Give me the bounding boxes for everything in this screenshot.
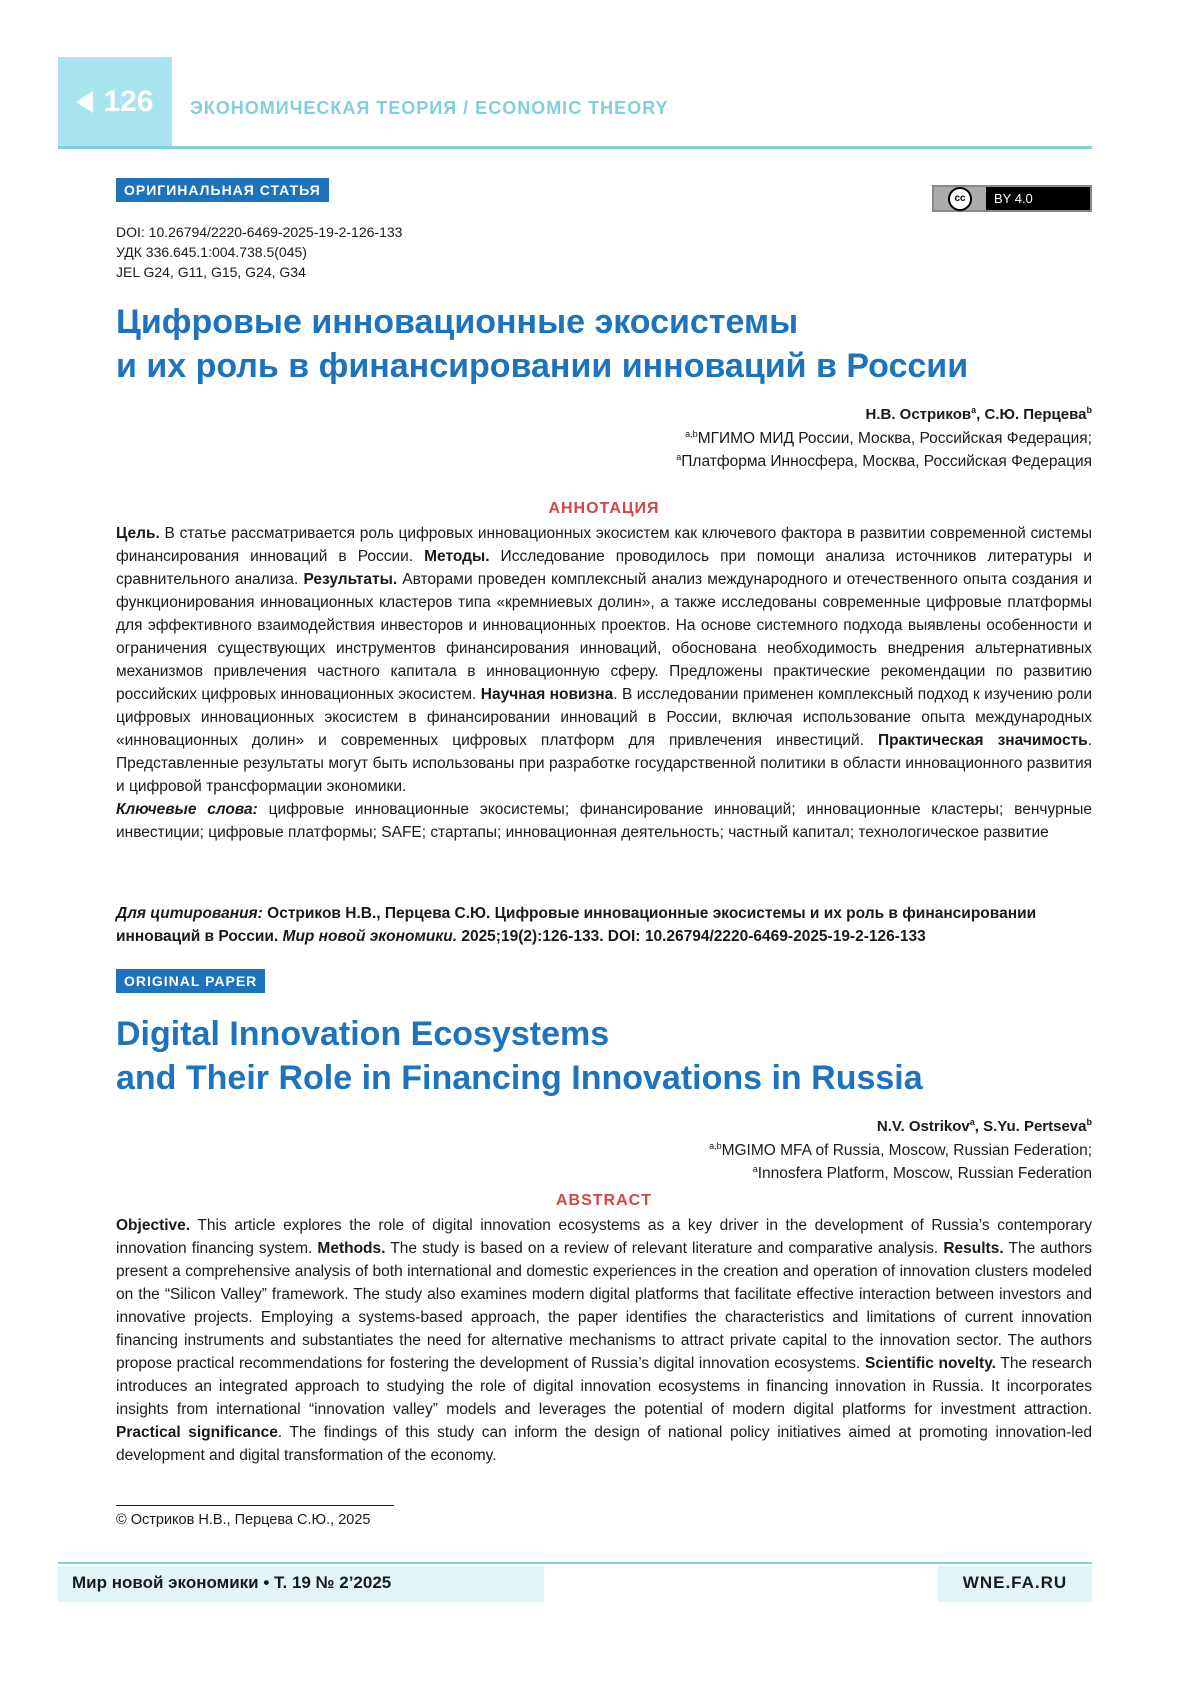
affiliation: [560, 450, 1092, 473]
abstract-en: [116, 1214, 1092, 1467]
affiliation: [560, 427, 1092, 450]
article-meta: [116, 222, 402, 282]
abstract-label: Практическая значимость: [877, 732, 1088, 749]
abstract-text: Авторами проведен комплексный анализ международного и отечественного опыта создания и функционирования инновационных кластеров типа «кремниевых долин», а также исследованы современные цифровые платформы для эффективного взаимодействия инвесторов и инновационных проектов. На основе системного подхода выявлены особенности и ограничения существующих инструментов финансирования инноваций, обоснована необходимость внедрения альтернативных механизмов привлечения частного капитала в инновационную сферу. Предложены практические рекомендации по развитию российских цифровых инновационных экосистем.: [116, 571, 1092, 703]
copyright: © Остриков Н.В., Перцева С.Ю., 2025: [116, 1512, 371, 1528]
abstract-label: Practical significance: [116, 1424, 278, 1441]
abstract-heading-en: ABSTRACT: [556, 1192, 652, 1209]
affiliation-text: Платформа Инносфера, Москва, Российская Федерация: [681, 453, 1092, 470]
author-sup: b: [1086, 1117, 1092, 1127]
citation-label: Для цитирования:: [116, 905, 263, 922]
author-sup: a: [969, 1117, 975, 1127]
abstract-label: Результаты.: [303, 571, 398, 588]
abstract-text: The authors present a comprehensive analysis of both international and domestic experiences in the creation and operation of innovation clusters modeled on the “Silicon Valley” framework. The study also examines modern digital platforms that facilitate effective interaction between investors and innovative projects. Employing a systems-based approach, the paper identifies the characteristics and limitations of current innovation financing instruments and substantiates the need for alternative mechanisms to attract private capital to the innovation sector. The authors propose practical recommendations for fostering the development of Russia’s digital innovation ecosystems.: [116, 1240, 1092, 1372]
footer-journal: Мир новой экономики • Т. 19 № 2’2025: [72, 1573, 392, 1592]
author-list: [560, 406, 1092, 423]
article-type-badge: ОРИГИНАЛЬНАЯ СТАТЬЯ: [116, 178, 329, 202]
author-list: [560, 1118, 1092, 1135]
copyright-rule: [116, 1505, 394, 1506]
author-sup: b: [1086, 405, 1092, 415]
keywords: [116, 798, 1092, 844]
abstract-label: Научная новизна: [480, 686, 614, 703]
abstract-text: . В исследовании применен комплексный подход к изучению роли цифровых инновационных экосистем в финансировании инноваций в России, включая использование опыта международных «инновационных долин» и современных цифровых платформ для привлечения инвестиций.: [116, 686, 1092, 749]
citation-text: 2025;19(2):126-133. DOI: 10.26794/2220-6469-2025-19-2-126-133: [457, 928, 926, 945]
abstract-text: The research introduces an integrated approach to studying the role of digital innovation ecosystems in financing innovation in Russia. It incorporates insights from international “innovation valley” models and leverages the potential of modern digital platforms for investment attraction.: [116, 1355, 1093, 1418]
citation: [116, 902, 1092, 948]
affiliation-sup: a,b: [685, 428, 698, 439]
abstract-text: Исследование проводилось при помощи анализа источников литературы и сравнительного анализа.: [116, 548, 1092, 588]
abstract-text: The study is based on a review of relevant literature and comparative analysis.: [385, 1240, 944, 1257]
author-name: N.V. Ostrikov: [876, 1118, 970, 1135]
author-name: С.Ю. Перцева: [984, 406, 1087, 423]
affiliation-sup: a: [676, 451, 682, 462]
section-title: ЭКОНОМИЧЕСКАЯ ТЕОРИЯ / ECONOMIC THEORY: [190, 98, 669, 118]
citation-text: Остриков Н.В., Перцева С.Ю. Цифровые инновационные экосистемы и их роль в финансировании инноваций в России.: [116, 905, 1037, 945]
abstract-ru: [116, 522, 1092, 844]
jel-codes: JEL G24, G11, G15, G24, G34: [116, 264, 306, 280]
abstract-label: Scientific novelty.: [865, 1355, 996, 1372]
affiliation-sup: a,b: [709, 1140, 722, 1151]
authors-en: [560, 1118, 1092, 1185]
abstract-text: В статье рассматривается роль цифровых инновационных экосистем как ключевого фактора в развитии современной системы финансирования инноваций в России.: [116, 525, 1092, 565]
author-name: Н.В. Остриков: [865, 406, 972, 423]
keywords-text: цифровые инновационные экосистемы; финансирование инноваций; инновационные кластеры; венчурные инвестиции; цифровые платформы; SAFE; стартапы; инновационная деятельность; частный капитал; технологическое развитие: [116, 801, 1093, 841]
affiliation-text: Innosfera Platform, Moscow, Russian Federation: [757, 1165, 1092, 1182]
keywords-label: Ключевые слова:: [116, 801, 258, 818]
authors-ru: [560, 406, 1092, 473]
abstract-label: Results.: [943, 1240, 1004, 1257]
affiliation: [560, 1162, 1092, 1185]
footer-site-link[interactable]: WNE.FA.RU: [962, 1573, 1068, 1592]
doi[interactable]: DOI: 10.26794/2220-6469-2025-19-2-126-133: [116, 224, 403, 240]
abstract-label: Methods.: [317, 1240, 386, 1257]
cc-icon: cc: [948, 187, 972, 211]
abstract-text: This article explores the role of digital innovation ecosystems as a key driver in the development of Russia’s contemporary innovation financing system.: [116, 1217, 1092, 1257]
author-separator: ,: [974, 1118, 984, 1135]
license-label: BY 4.0: [994, 191, 1033, 206]
affiliation-text: MGIMO MFA of Russia, Moscow, Russian Federation;: [721, 1142, 1092, 1159]
abstract-heading-ru: АННОТАЦИЯ: [548, 500, 660, 517]
page-number: 126: [103, 85, 154, 118]
footer-rule: [58, 1562, 1092, 1564]
license-badge[interactable]: [932, 185, 1092, 212]
citation-journal: Мир новой экономики.: [282, 928, 458, 945]
abstract-text: . The findings of this study can inform the design of national policy initiatives aimed at promoting innovation-led development and digital transformation of the economy.: [116, 1424, 1092, 1464]
abstract-label: Методы.: [424, 548, 490, 565]
page-number-tab: [58, 57, 172, 147]
triangle-left-icon: [76, 91, 93, 113]
article-type-badge-en: ORIGINAL PAPER: [116, 969, 265, 993]
affiliation-text: МГИМО МИД России, Москва, Российская Федерация;: [697, 430, 1092, 447]
author-sup: a: [971, 405, 977, 415]
abstract-label: Objective.: [116, 1217, 191, 1234]
title-line: Digital Innovation Ecosystems: [116, 1015, 610, 1053]
header-rule: [58, 146, 1092, 149]
abstract-label: Цель.: [116, 525, 160, 542]
author-name: S.Yu. Pertseva: [983, 1118, 1087, 1135]
affiliation-sup: a: [752, 1163, 758, 1174]
article-title-ru: [116, 300, 1096, 388]
udk: УДК 336.645.1:004.738.5(045): [116, 244, 307, 260]
author-separator: ,: [976, 406, 985, 423]
title-line: Цифровые инновационные экосистемы: [116, 303, 799, 341]
affiliation: [560, 1139, 1092, 1162]
title-line: и их роль в финансировании инноваций в России: [116, 347, 969, 385]
cc-logo: [934, 187, 986, 210]
article-title-en: [116, 1012, 1096, 1100]
title-line: and Their Role in Financing Innovations in Russia: [116, 1059, 923, 1097]
abstract-text: . Представленные результаты могут быть использованы при разработке государственной политики в области инновационного развития и цифровой трансформации экономики.: [116, 732, 1093, 795]
